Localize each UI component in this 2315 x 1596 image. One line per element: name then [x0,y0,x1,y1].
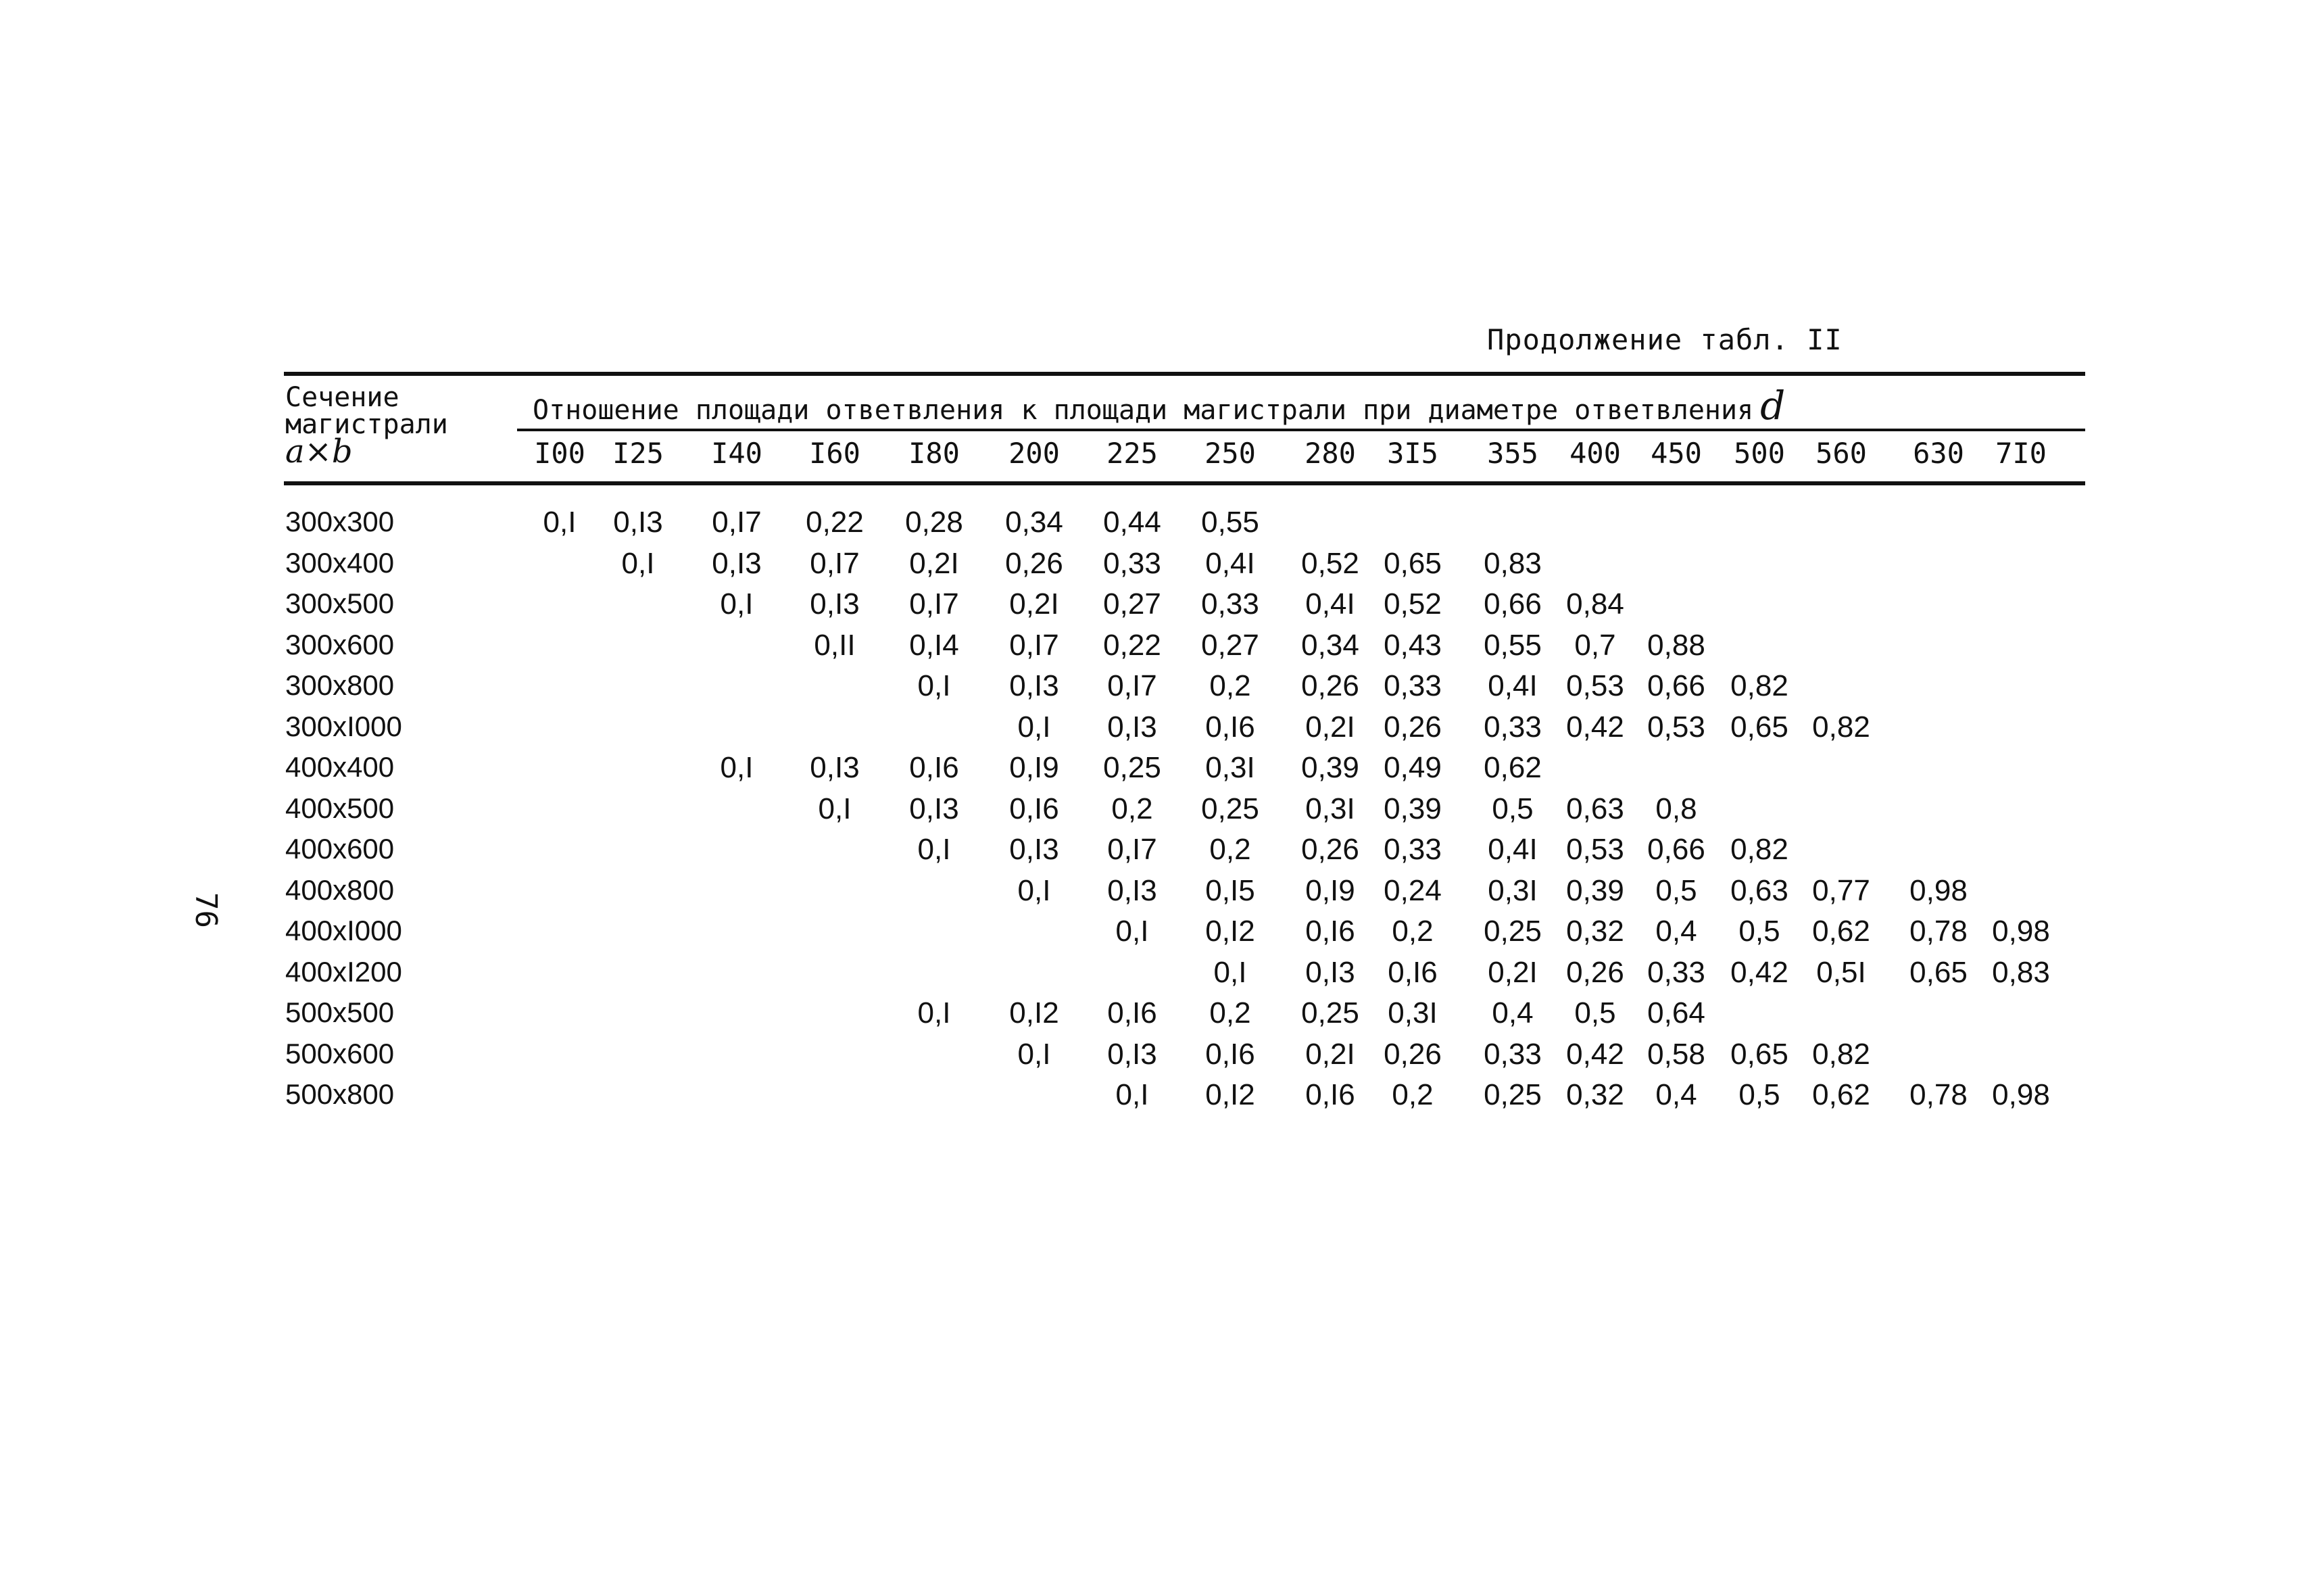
table-cell: 0,2 [1392,1078,1434,1111]
table-cell: 0,I [818,792,852,825]
table-cell: 0,2 [1392,915,1434,948]
row-section-label: 400xI200 [285,955,402,988]
table-cell: 0,4I [1305,587,1355,621]
table-cell: 0,I3 [613,506,663,539]
table-cell: 0,I [1115,915,1149,948]
row-section-label: 300x500 [285,587,395,619]
table-cell: 0,3I [1305,792,1355,825]
table-cell: 0,II [814,628,856,662]
page-number: 76 [189,892,223,928]
table-cell: 0,3I [1388,996,1438,1030]
table-cell: 0,7 [1574,628,1616,662]
table-cell: 0,2I [1488,955,1538,989]
table-cell: 0,I [621,546,655,580]
table-cell: 0,26 [1384,710,1442,744]
table-cell: 0,33 [1384,669,1442,702]
table-cell: 0,65 [1909,955,1968,989]
table-cell: 0,26 [1384,1037,1442,1071]
table-cell: 0,I5 [1205,873,1255,907]
table-cell: 0,63 [1566,792,1624,825]
table-cell: 0,I2 [1205,915,1255,948]
row-section-label: 300x400 [285,546,395,579]
table-cell: 0,I3 [1107,710,1157,744]
diameter-header-3: I60 [809,437,860,470]
table-cell: 0,3I [1205,751,1255,784]
table-cell: 0,I3 [909,792,959,825]
table-cell: 0,5 [1492,792,1534,825]
table-cell: 0,I2 [1009,996,1059,1030]
diameter-header-7: 250 [1204,437,1256,470]
table-cell: 0,I6 [909,751,959,784]
table-header-bottom-rule [284,481,2085,485]
table-cell: 0,5 [1655,873,1697,907]
table-cell: 0,55 [1484,628,1542,662]
table-cell: 0,5I [1816,955,1866,989]
table-cell: 0,I [1017,1037,1051,1071]
table-cell: 0,24 [1384,873,1442,907]
section-header-line2: магистрали [285,409,448,440]
table-cell: 0,33 [1384,833,1442,866]
table-cell: 0,2 [1111,792,1153,825]
table-cell: 0,2 [1209,833,1251,866]
table-cell: 0,58 [1647,1037,1705,1071]
table-cell: 0,34 [1005,506,1063,539]
row-section-label: 400xI000 [285,915,402,946]
table-cell: 0,25 [1201,792,1259,825]
table-cell: 0,82 [1812,710,1870,744]
table-cell: 0,I7 [810,546,860,580]
table-cell: 0,53 [1647,710,1705,744]
table-cell: 0,I3 [1305,955,1355,989]
table-cell: 0,4I [1488,669,1538,702]
row-section-label: 500x800 [285,1078,395,1110]
table-cell: 0,I7 [712,506,762,539]
table-cell: 0,26 [1005,546,1063,580]
table-cell: 0,84 [1566,587,1624,621]
table-cell: 0,27 [1201,628,1259,662]
diameter-header-8: 280 [1305,437,1356,470]
ratio-header-symbol: d [1760,383,1786,429]
table-cell: 0,26 [1301,669,1359,702]
table-cell: 0,44 [1103,506,1161,539]
diameter-header-9: 3I5 [1387,437,1438,470]
table-cell: 0,34 [1301,628,1359,662]
table-cell: 0,25 [1484,915,1542,948]
diameter-header-5: 200 [1008,437,1060,470]
diameter-header-13: 500 [1734,437,1785,470]
table-cell: 0,65 [1730,1037,1788,1071]
table-cell: 0,26 [1566,955,1624,989]
table-cell: 0,2 [1209,669,1251,702]
table-cell: 0,I [1017,873,1051,907]
table-cell: 0,26 [1301,833,1359,866]
table-cell: 0,5 [1738,915,1780,948]
table-cell: 0,2I [1305,1037,1355,1071]
table-cell: 0,I3 [1107,1037,1157,1071]
table-cell: 0,77 [1812,873,1870,907]
table-cell: 0,5 [1738,1078,1780,1111]
table-cell: 0,I3 [712,546,762,580]
table-cell: 0,33 [1484,710,1542,744]
table-cell: 0,I3 [1009,669,1059,702]
diameter-header-10: 355 [1487,437,1538,470]
table-cell: 0,4 [1492,996,1534,1030]
table-cell: 0,22 [806,506,864,539]
row-section-label: 300x600 [285,628,395,660]
section-header-line3: a×b [285,433,353,470]
table-cell: 0,I6 [1388,955,1438,989]
row-section-label: 400x800 [285,873,395,906]
table-cell: 0,I6 [1305,1078,1355,1111]
table-cell: 0,66 [1647,833,1705,866]
row-section-label: 500x500 [285,996,395,1028]
table-cell: 0,I7 [1009,628,1059,662]
table-cell: 0,55 [1201,506,1259,539]
table-cell: 0,98 [1992,1078,2050,1111]
section-header-line1: Сечение [285,382,399,413]
table-cell: 0,I [917,996,951,1030]
table-cell: 0,52 [1301,546,1359,580]
table-top-rule [284,372,2085,376]
table-cell: 0,42 [1566,1037,1624,1071]
diameter-header-15: 630 [1913,437,1964,470]
table-cell: 0,25 [1484,1078,1542,1111]
diameter-header-16: 7I0 [1995,437,2047,470]
table-cell: 0,63 [1730,873,1788,907]
table-cell: 0,4 [1655,915,1697,948]
table-cell: 0,I6 [1305,915,1355,948]
table-cell: 0,88 [1647,628,1705,662]
table-cell: 0,I4 [909,628,959,662]
table-cell: 0,I2 [1205,1078,1255,1111]
table-cell: 0,62 [1484,751,1542,784]
table-cell: 0,I7 [1107,669,1157,702]
table-cell: 0,2 [1209,996,1251,1030]
diameter-header-2: I40 [711,437,762,470]
table-cell: 0,28 [905,506,963,539]
table-header-mid-rule [517,429,2085,431]
diameter-header-0: I00 [534,437,585,470]
table-cell: 0,98 [1992,915,2050,948]
table-cell: 0,3I [1488,873,1538,907]
ratio-header [533,383,1785,429]
row-section-label: 400x600 [285,833,395,865]
table-cell: 0,I7 [909,587,959,621]
table-cell: 0,I [1017,710,1051,744]
table-cell: 0,78 [1909,915,1968,948]
table-cell: 0,I [720,587,754,621]
row-section-label: 500x600 [285,1037,395,1069]
table-cell: 0,32 [1566,1078,1624,1111]
table-cell: 0,39 [1566,873,1624,907]
table-cell: 0,98 [1909,873,1968,907]
table-cell: 0,33 [1201,587,1259,621]
table-cell: 0,66 [1484,587,1542,621]
table-cell: 0,32 [1566,915,1624,948]
diameter-header-6: 225 [1106,437,1158,470]
table-cell: 0,49 [1384,751,1442,784]
table-cell: 0,43 [1384,628,1442,662]
diameter-header-11: 400 [1569,437,1621,470]
table-cell: 0,4I [1488,833,1538,866]
table-cell: 0,33 [1484,1037,1542,1071]
table-cell: 0,I [917,669,951,702]
table-cell: 0,27 [1103,587,1161,621]
table-cell: 0,62 [1812,915,1870,948]
section-header [285,382,448,470]
table-cell: 0,64 [1647,996,1705,1030]
table-cell: 0,I7 [1107,833,1157,866]
table-cell: 0,53 [1566,669,1624,702]
table-cell: 0,I9 [1305,873,1355,907]
table-cell: 0,I3 [810,587,860,621]
table-cell: 0,25 [1301,996,1359,1030]
table-cell: 0,53 [1566,833,1624,866]
table-cell: 0,2I [1009,587,1059,621]
table-cell: 0,82 [1730,833,1788,866]
table-cell: 0,52 [1384,587,1442,621]
table-cell: 0,2I [909,546,959,580]
table-cell: 0,I3 [1009,833,1059,866]
table-cell: 0,I3 [1107,873,1157,907]
row-section-label: 300x800 [285,669,395,701]
diameter-header-4: I80 [908,437,960,470]
table-cell: 0,65 [1730,710,1788,744]
diameter-header-12: 450 [1651,437,1702,470]
table-cell: 0,42 [1730,955,1788,989]
table-cell: 0,I6 [1107,996,1157,1030]
row-section-label: 300x300 [285,506,395,537]
table-cell: 0,82 [1812,1037,1870,1071]
table-cell: 0,4 [1655,1078,1697,1111]
table-cell: 0,39 [1384,792,1442,825]
table-cell: 0,I [917,833,951,866]
table-cell: 0,66 [1647,669,1705,702]
table-cell: 0,I6 [1009,792,1059,825]
table-cell: 0,33 [1647,955,1705,989]
table-cell: 0,82 [1730,669,1788,702]
table-cell: 0,83 [1484,546,1542,580]
table-cell: 0,I6 [1205,710,1255,744]
table-cell: 0,8 [1655,792,1697,825]
row-section-label: 400x400 [285,751,395,783]
table-cell: 0,I9 [1009,751,1059,784]
table-cell: 0,22 [1103,628,1161,662]
table-cell: 0,I3 [810,751,860,784]
table-cell: 0,62 [1812,1078,1870,1111]
table-cell: 0,I [1213,955,1247,989]
table-cell: 0,39 [1301,751,1359,784]
table-cell: 0,25 [1103,751,1161,784]
diameter-header-14: 560 [1816,437,1867,470]
table-caption: Продолжение табл. II [1487,323,1843,356]
ratio-header-label: Отношение площади ответвления к площади магистрали при диаметре ответвления [533,395,1754,426]
table-cell: 0,33 [1103,546,1161,580]
table-cell: 0,I6 [1205,1037,1255,1071]
row-section-label: 400x500 [285,792,395,824]
row-section-label: 300xI000 [285,710,402,742]
table-cell: 0,I [543,506,577,539]
table-cell: 0,83 [1992,955,2050,989]
diameter-header-1: I25 [612,437,664,470]
table-cell: 0,I [720,751,754,784]
table-cell: 0,78 [1909,1078,1968,1111]
table-cell: 0,5 [1574,996,1616,1030]
table-cell: 0,2I [1305,710,1355,744]
table-cell: 0,65 [1384,546,1442,580]
table-cell: 0,42 [1566,710,1624,744]
table-cell: 0,4I [1205,546,1255,580]
table-cell: 0,I [1115,1078,1149,1111]
